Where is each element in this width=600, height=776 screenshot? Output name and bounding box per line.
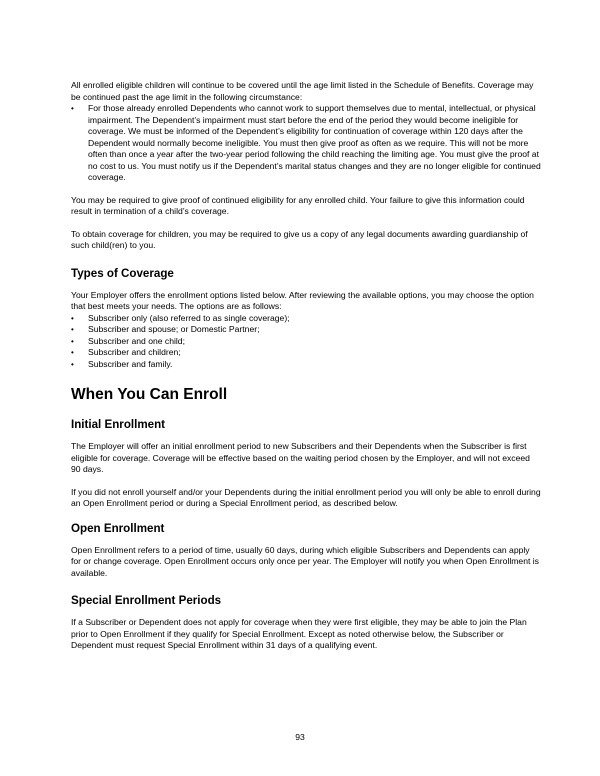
initial-enrollment-heading: Initial Enrollment [71,418,166,431]
list-item-text: For those already enrolled Dependents who cannot work to support themselves due to mental, intellectual, or physical impairment. The Dependent’s impairment must start before the end of the period they would become ineligible for coverage. We must be informed of the Dependent’s eligibility for continuation of coverage within 120 days after the Dependent would normally become ineligible. You must then give proof as often as we require. This will not be more often than once a year after the two-year period following the child reaching the limiting age. You must give the proof at no cost to us. You must notify us if the Dependent’s marital status changes and they are no longer eligible for continued coverage. [88,103,541,182]
open-enrollment-paragraph: Open Enrollment refers to a period of time, usually 60 days, during which eligible Subscribers and Dependents can apply for or change coverage. Open Enrollment occurs only once per year. The Employer will notify you when Open Enrollment is available. [71,544,539,578]
list-item [71,359,541,371]
document-page [71,80,541,652]
guardianship-paragraph: To obtain coverage for children, you may be required to give us a copy of any legal documents awarding guardianship of such child(ren) to you. [71,228,528,250]
when-you-can-enroll-heading: When You Can Enroll [71,386,228,403]
bullet-icon: • [71,336,74,346]
bullet-icon: • [71,313,74,323]
intro-paragraph: All enrolled eligible children will continue to be covered until the age limit listed in the Schedule of Benefits. Coverage may be continued past the age limit in the following circumstance: [71,80,534,102]
late-enrollment-paragraph: If you did not enroll yourself and/or your Dependents during the initial enrollment period you will only be able to enroll during an Open Enrollment period or during a Special Enrollment period, as described below. [71,486,541,508]
list-item-text: Subscriber and one child; [88,335,185,346]
special-enrollment-heading: Special Enrollment Periods [71,594,222,607]
proof-paragraph: You may be required to give proof of continued eligibility for any enrolled child. Your failure to give this information could result in termination of a child’s coverage. [71,194,525,216]
types-of-coverage-heading: Types of Coverage [71,266,174,280]
special-enrollment-paragraph: If a Subscriber or Dependent does not apply for coverage when they were first eligible, they may be able to join the Plan prior to Open Enrollment if they qualify for Special Enrollment. Except as noted otherwise below, the Subscriber or Dependent must request Special Enrollment within 31 days of a qualifying event. [71,617,527,650]
bullet-icon: • [71,325,74,334]
list-item-text: Subscriber and family. [88,358,173,369]
list-item [71,336,541,348]
initial-enrollment-paragraph: The Employer will offer an initial enrollment period to new Subscribers and their Dependents when the Subscriber is first eligible for coverage. Coverage will be effective based on the waiting period chosen by the Employer, and will not exceed 90 days. [71,441,530,474]
coverage-options-list [71,313,541,371]
open-enrollment-heading: Open Enrollment [71,521,165,535]
bullet-icon: • [71,104,74,113]
list-item-text: Subscriber and children; [88,347,181,357]
list-item [71,324,541,336]
list-item [71,347,541,359]
types-of-coverage-paragraph: Your Employer offers the enrollment options listed below. After reviewing the available options, you may choose the option that best meets your needs. The options are as follows: [71,289,534,311]
list-item-text: Subscriber and spouse; or Domestic Partner; [88,324,260,334]
list-item-text: Subscriber only (also referred to as single coverage); [88,312,290,323]
bullet-icon: • [71,348,74,357]
page-number: 93 [295,732,305,742]
list-item [71,313,541,325]
bullet-icon: • [71,359,74,369]
continuation-bullet-list [71,103,541,184]
list-item [71,103,541,184]
